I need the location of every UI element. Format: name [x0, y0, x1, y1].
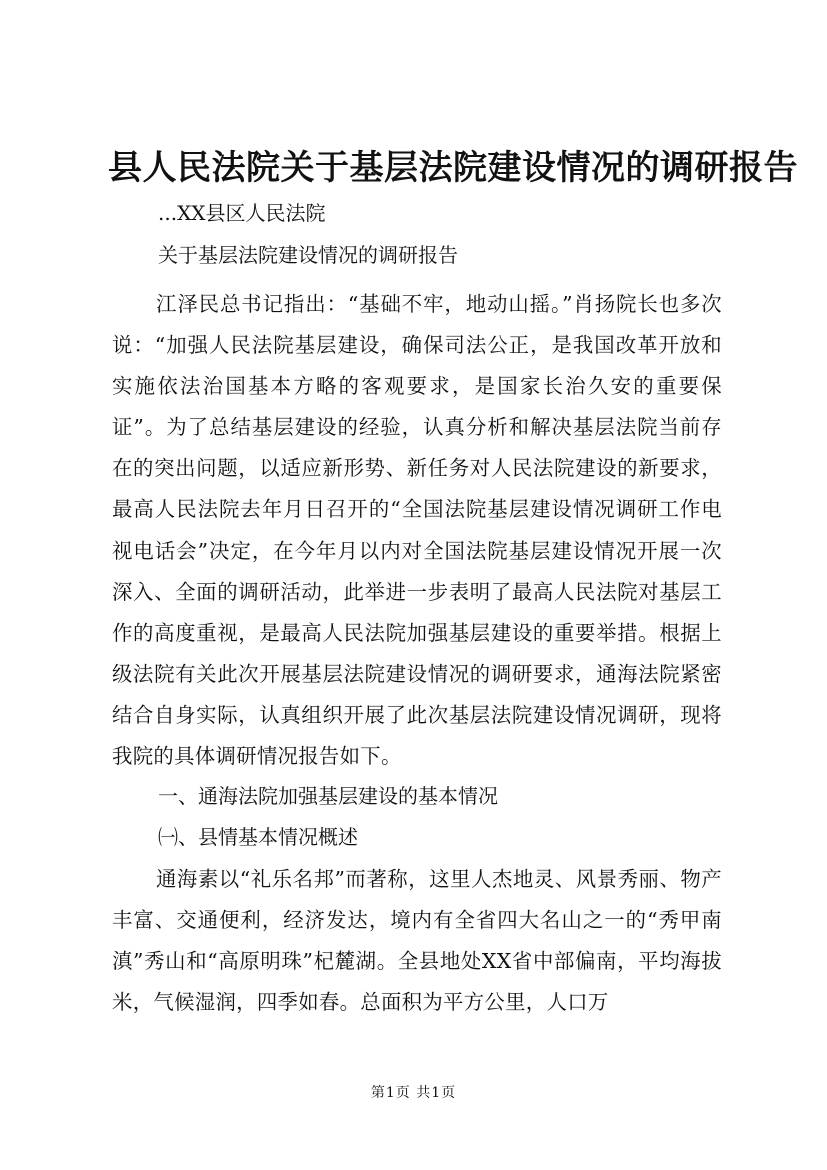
paragraph-intro: 江泽民总书记指出：“基础不牢，地动山摇。”肖扬院长也多次说：“加强人民法院基层建设，确保司法公正，是我国改革开放和实施依法治国基本方略的客观要求，是国家长治久安的重要保证”。为了总结基层建设的经验，认真分析和解决基层法院当前存在的突出问题，以适应新形势、新任务对人民法院建设的新要求，最高人民法院去年月日召开的“全国法院基层建设情况调研工作电视电话会”决定，在今年月以内对全国法院基层建设情况开展一次深入、全面的调研活动，此举进一步表明了最高人民法院对基层工作的高度重视，是最高人民法院加强基层建设的重要举措。根据上级法院有关此次开展基层法院建设情况的调研要求，通海法院紧密结合自身实际，认真组织开展了此次基层法院建设情况调研，现将我院的具体调研情况报告如下。 [112, 292, 722, 769]
page-footer: 第1页 共1页 [370, 1085, 457, 1101]
document-title: 县人民法院关于基层法院建设情况的调研报告 [108, 148, 798, 188]
section-heading-1: 一、通海法院加强基层建设的基本情况 [158, 784, 498, 808]
report-subtitle: 关于基层法院建设情况的调研报告 [158, 243, 458, 267]
author-line: ...XX县区人民法院 [158, 201, 326, 225]
paragraph-county-overview: 通海素以“礼乐名邦”而著称，这里人杰地灵、风景秀丽、物产丰富、交通便利，经济发达，境内有全省四大名山之一的“秀甲南滇”秀山和“高原明珠”杞麓湖。全县地处XX省中部偏南，平均海拔米，气候湿润，四季如春。总面积为平方公里，人口万 [112, 867, 722, 1015]
section-heading-1-1: ㈠、县情基本情况概述 [158, 825, 358, 849]
